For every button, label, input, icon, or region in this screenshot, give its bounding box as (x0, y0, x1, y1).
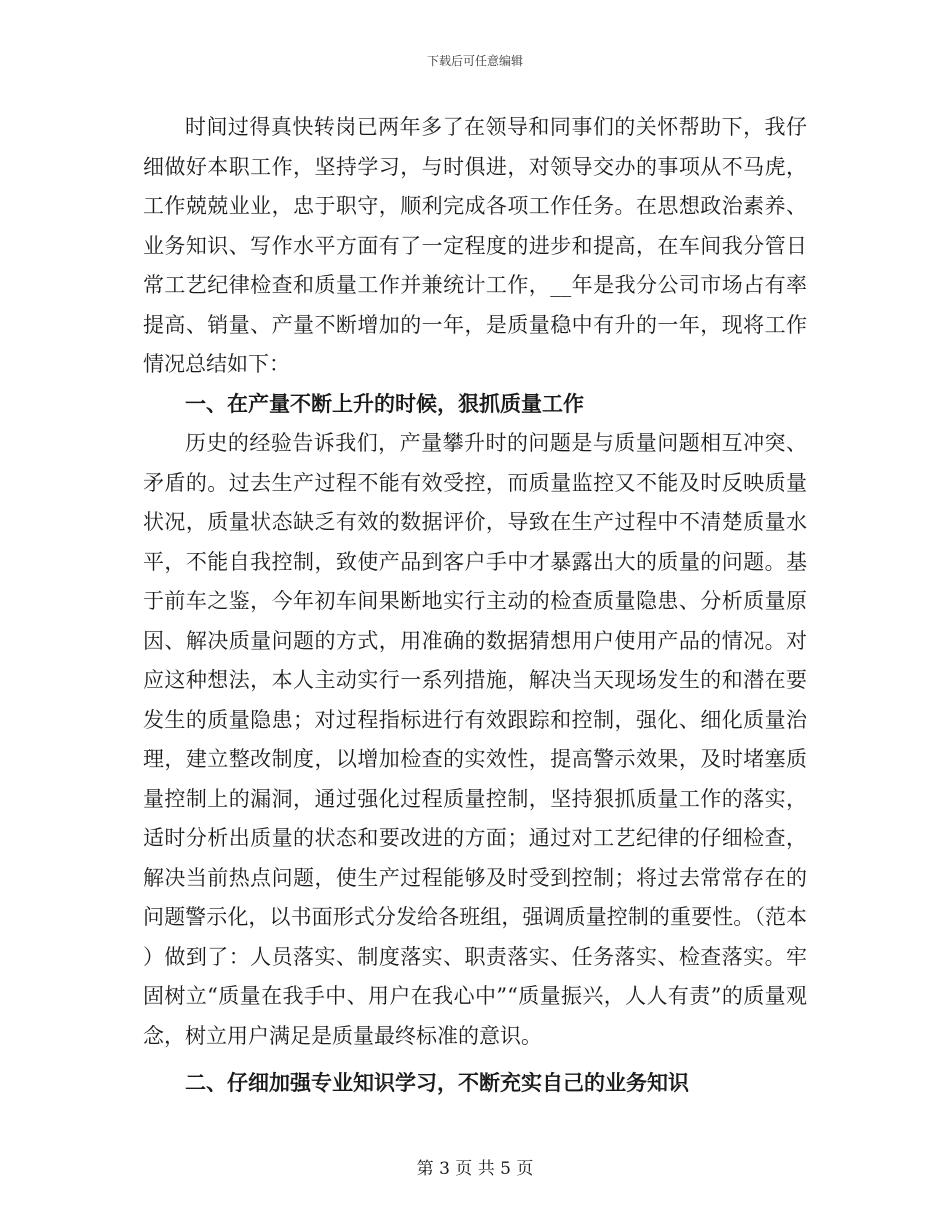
page-number-footer: 第 3 页 共 5 页 (416, 1159, 534, 1179)
section-2-heading: 二、仔细加强专业知识学习，不断充实自己的业务知识 (185, 1071, 689, 1095)
intro-paragraph: 时间过得真快转岗已两年多了在领导和同事们的关怀帮助下，我仔细做好本职工作，坚持学习，与时俱进，对领导交办的事项从不马虎，工作兢兢业业，忠于职守，顺利完成各项工作任务。在思想政治素养、业务知识、写作水平方面有了一定程度的进步和提高，在车间我分管日常工艺纪律检查和质量工作并兼统计工作，__年是我分公司市场占有率提高、销量、产量不断增加的一年，是质量稳中有升的一年，现将工作情况总结如下： (143, 115, 807, 376)
section-1-paragraph: 历史的经验告诉我们，产量攀升时的问题是与质量问题相互冲突、矛盾的。过去生产过程不能有效受控，而质量监控又不能及时反映质量状况，质量状态缺乏有效的数据评价，导致在生产过程中不清楚质量水平，不能自我控制，致使产品到客户手中才暴露出大的质量的问题。基于前车之鉴，今年初车间果断地实行主动的检查质量隐患、分析质量原因、解决质量问题的方式，用准确的数据猜想用户使用产品的情况。对应这种想法，本人主动实行一系列措施，解决当天现场发生的和潜在要发生的质量隐患；对过程指标进行有效跟踪和控制，强化、细化质量治理，建立整改制度，以增加检查的实效性，提高警示效果，及时堵塞质量控制上的漏洞，通过强化过程质量控制，坚持狠抓质量工作的落实，适时分析出质量的状态和要改进的方面；通过对工艺纪律的仔细检查，解决当前热点问题，使生产过程能够及时受到控制；将过去常常存在的问题警示化，以书面形式分发给各班组，强调质量控制的重要性。（范本）做到了：人员落实、制度落实、职责落实、任务落实、检查落实。牢固树立“质量在我手中、用户在我心中”“质量振兴，人人有责”的质量观念，树立用户满足是质量最终标准的意识。 (143, 431, 807, 1048)
page-header-note: 下载后可任意编辑 (426, 54, 523, 68)
document-body (143, 108, 807, 1104)
section-1-heading: 一、在产量不断上升的时候，狠抓质量工作 (185, 391, 584, 416)
